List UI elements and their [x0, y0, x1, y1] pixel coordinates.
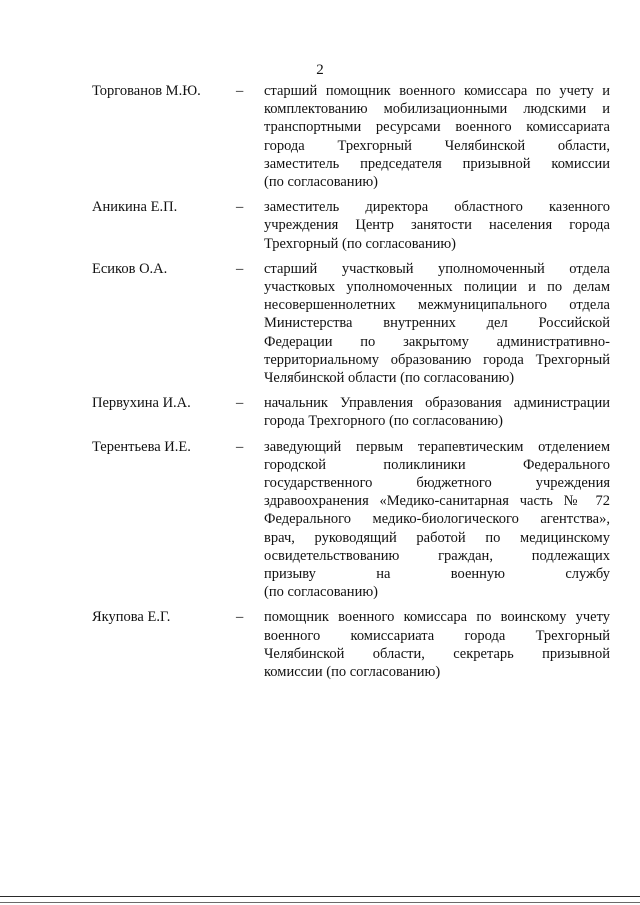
position-text-line: городской поликлиники Федерального [264, 456, 610, 473]
member-entry [92, 608, 612, 681]
position-text-line: Челябинской области (по согласованию) [264, 370, 515, 387]
entry-dash: – [236, 609, 244, 626]
member-entry [92, 438, 612, 602]
member-entry [92, 260, 612, 387]
commission-members-list [92, 82, 612, 688]
position-text-line: транспортными ресурсами военного комиссариата [264, 119, 610, 136]
position-text-line: Федерации по закрытому административно- [264, 333, 610, 350]
member-position [264, 608, 610, 681]
position-text-line: освидетельствованию граждан, подлежащих [264, 547, 610, 564]
member-name: Аникина Е.П. [92, 199, 178, 216]
position-text-line: заместитель директора областного казенного [264, 199, 610, 216]
position-text-line: комплектованию мобилизационными людскими и [264, 101, 610, 118]
member-name: Торгованов М.Ю. [92, 83, 201, 99]
entry-dash: – [236, 438, 244, 455]
entry-dash: – [236, 199, 244, 216]
member-name: Якупова Е.Г. [92, 609, 171, 626]
entry-dash: – [236, 395, 244, 412]
member-name: Первухина И.А. [92, 395, 191, 412]
position-text-line: государственного бюджетного учреждения [264, 475, 610, 492]
position-text-line: территориальному образованию города Трехгорный [264, 351, 610, 368]
member-name: Есиков О.А. [92, 260, 168, 277]
position-text-line: начальник Управления образования администрации [264, 395, 610, 412]
position-text-line: старший помощник военного комиссара по учету и [264, 83, 610, 99]
position-text-line: призыву на военную службу [264, 566, 610, 583]
entry-dash: – [236, 260, 244, 277]
bottom-border-line-secondary [0, 902, 640, 903]
position-text-line: (по согласованию) [264, 174, 378, 191]
position-text-line: помощник военного комиссара по воинскому учету [264, 609, 610, 626]
position-text-line: Федерального медико-биологического агентства», [264, 511, 610, 528]
entry-dash: – [236, 83, 244, 99]
member-name: Терентьева И.Е. [92, 438, 191, 455]
position-text-line: Министерства внутренних дел Российской [264, 315, 610, 332]
position-text-line: Трехгорный (по согласованию) [264, 235, 457, 252]
member-position [264, 198, 610, 253]
bottom-border-line [0, 896, 640, 897]
position-text-line: (по согласованию) [264, 584, 378, 601]
position-text-line: заведующий первым терапевтическим отделением [264, 438, 610, 455]
member-position [264, 438, 610, 602]
member-entry [92, 394, 612, 430]
page-number: 2 [316, 62, 324, 78]
position-text-line: несовершеннолетних межмуниципального отдела [264, 297, 610, 314]
member-position [264, 394, 610, 430]
member-position [264, 260, 610, 387]
position-text-line: города Трехгорный Челябинской области, [264, 137, 610, 154]
position-text-line: Челябинской области, секретарь призывной [264, 645, 610, 662]
position-text-line: военного комиссариата города Трехгорный [264, 627, 610, 644]
position-text-line: участковых уполномоченных полиции и по делам [264, 279, 610, 296]
position-text-line: старший участковый уполномоченный отдела [264, 260, 610, 277]
member-position [264, 82, 610, 191]
member-entry [92, 82, 612, 191]
position-text-line: комиссии (по согласованию) [264, 664, 441, 681]
position-text-line: учреждения Центр занятости населения города [264, 217, 610, 234]
position-text-line: здравоохранения «Медико-санитарная часть № 72 [264, 493, 610, 510]
position-text-line: врач, руководящий работой по медицинскому [264, 529, 610, 546]
position-text-line: заместитель председателя призывной комиссии [264, 155, 610, 172]
member-entry [92, 198, 612, 253]
position-text-line: города Трехгорного (по согласованию) [264, 413, 503, 430]
